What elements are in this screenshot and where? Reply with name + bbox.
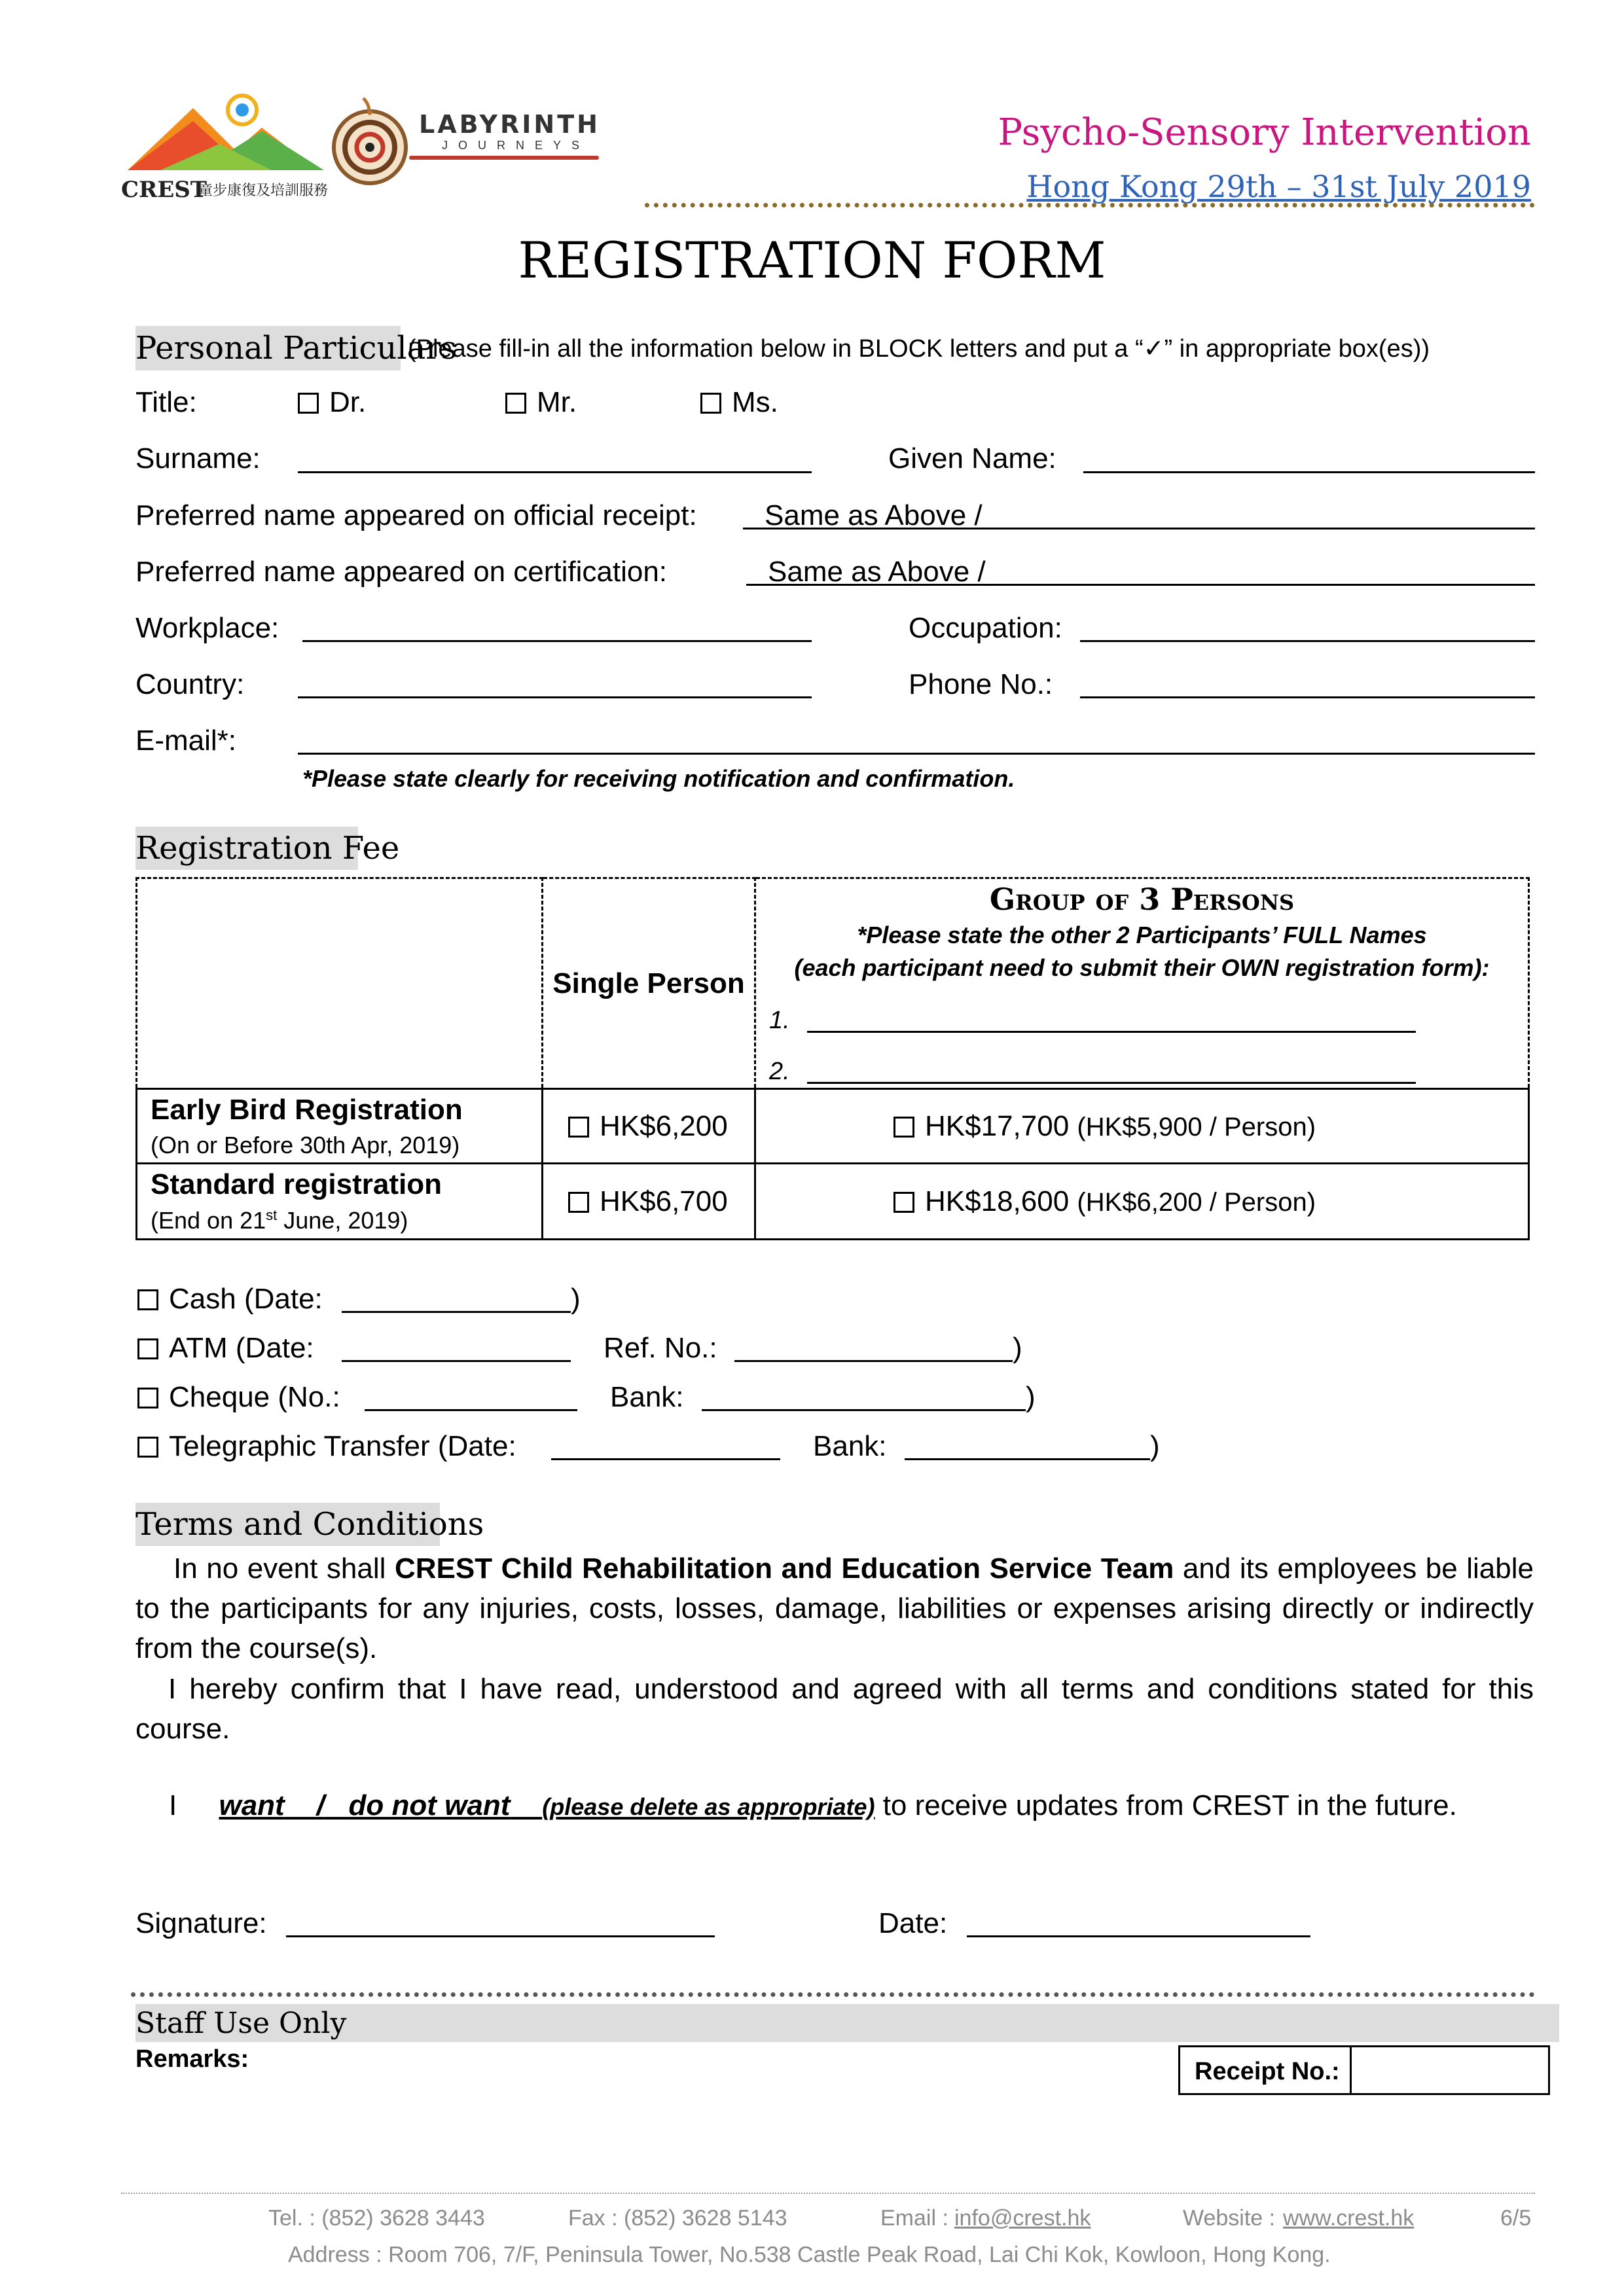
participant-1-field[interactable] [807,1031,1416,1033]
course-location-date: Hong Kong 29th – 31st July 2019 [1026,169,1531,204]
cash-label: Cash (Date: [169,1283,323,1315]
updates-i: I [169,1789,177,1821]
footer-website-label: Website : [1183,2206,1276,2231]
standard-group-cell[interactable] [755,1164,1529,1240]
standard-name: Standard registration [151,1168,442,1200]
tt-close: ) [1150,1430,1160,1462]
standard-row [137,1164,1529,1240]
receipt-name-value: Same as Above / [765,499,983,531]
atm-ref-label: Ref. No.: [604,1332,717,1364]
footer-tel: Tel. : (852) 3628 3443 [268,2206,485,2231]
participant-2-label: 2. [769,1058,790,1085]
phone-label: Phone No.: [909,668,1053,700]
standard-note: (End on 21st June, 2019) [151,1207,408,1234]
early-bird-group-note: (HK$5,900 / Person) [1077,1112,1316,1141]
cheque-label: Cheque (No.: [169,1381,340,1413]
early-bird-single-checkbox[interactable] [568,1117,589,1138]
standard-single-checkbox[interactable] [568,1192,589,1213]
payment-atm[interactable] [137,1334,314,1363]
labyrinth-logo-text: LABYRINTH [419,110,600,139]
occupation-label: Occupation: [909,612,1062,644]
standard-group-checkbox[interactable] [893,1192,914,1213]
title-dr-label: Dr. [329,386,367,418]
header-divider [645,203,1535,207]
email-field[interactable] [298,753,1535,755]
tt-checkbox[interactable] [137,1437,158,1458]
cheque-checkbox[interactable] [137,1388,158,1408]
early-bird-group-cell[interactable] [755,1089,1529,1164]
standard-group-price: HK$18,600 [925,1185,1070,1217]
dr-checkbox[interactable] [298,393,319,414]
group-note-1: *Please state the other 2 Participants’ FULL Names [857,922,1427,948]
payment-cheque[interactable] [137,1383,340,1412]
updates-preference[interactable] [169,1791,1457,1820]
labyrinth-spiral-icon [327,92,412,203]
personal-instruction: (Please fill-in all the information below in BLOCK letters and put a “✓” in appropriate box(es)) [408,335,1430,363]
receipt-name-label: Preferred name appeared on official receipt: [135,499,697,531]
ms-checkbox[interactable] [700,393,721,414]
cash-close: ) [571,1283,581,1315]
cash-checkbox[interactable] [137,1289,158,1310]
footer-website-link[interactable]: www.crest.hk [1283,2206,1415,2231]
tt-label: Telegraphic Transfer (Date: [169,1430,516,1462]
group-header-cell [755,878,1529,1089]
cert-name-value: Same as Above / [768,556,986,588]
early-bird-single-cell[interactable] [543,1089,755,1164]
labyrinth-logo [327,92,602,203]
early-bird-single-price: HK$6,200 [600,1109,728,1142]
workplace-field[interactable] [302,640,812,642]
footer-fax: Fax : (852) 3628 5143 [568,2206,787,2231]
given-name-field[interactable] [1083,471,1535,473]
country-label: Country: [135,668,245,700]
footer-email-label: Email : [880,2206,948,2231]
title-mr-label: Mr. [537,386,577,418]
footer-divider [121,2193,1535,2194]
standard-name-cell [137,1164,543,1240]
tt-date-field[interactable] [551,1458,780,1460]
early-bird-row [137,1089,1529,1164]
updates-post: to receive updates from CREST in the future. [882,1789,1457,1821]
crest-full-name: CREST Child Rehabilitation and Education Service Team [394,1552,1174,1585]
atm-checkbox[interactable] [137,1338,158,1359]
occupation-field[interactable] [1080,640,1535,642]
crest-logo-text: CREST [121,177,208,203]
single-header: Single Person [552,967,745,999]
footer-address: Address : Room 706, 7/F, Peninsula Tower, No.538 Castle Peak Road, Lai Chi Kok, Kowloon, Hong Kong. [288,2242,1331,2267]
workplace-label: Workplace: [135,612,280,644]
terms-heading: Terms and Conditions [135,1506,484,1543]
footer-page-number: 6/5 [1500,2206,1532,2231]
updates-choice[interactable]: want / do not want (please delete as appropriate) [219,1789,875,1821]
staff-divider [131,1992,1535,1997]
atm-date-field[interactable] [342,1360,571,1362]
cheque-bank-label: Bank: [610,1381,684,1413]
staff-heading: Staff Use Only [135,2007,347,2040]
cert-name-label: Preferred name appeared on certification: [135,556,668,588]
surname-field[interactable] [298,471,812,473]
early-bird-group-price: HK$17,700 [925,1109,1070,1142]
cash-date-field[interactable] [342,1311,571,1313]
fee-heading: Registration Fee [135,830,400,867]
labyrinth-snake-line [409,156,599,160]
title-ms-label: Ms. [732,386,778,418]
tt-bank-label: Bank: [813,1430,887,1462]
fee-table [135,877,1530,1240]
early-bird-name: Early Bird Registration [151,1093,463,1126]
cheque-bank-field[interactable] [702,1409,1026,1411]
cheque-no-field[interactable] [365,1409,577,1411]
labyrinth-logo-subtext: JOURNEYS [442,139,590,152]
footer-email-link[interactable]: info@crest.hk [954,2206,1091,2231]
standard-single-price: HK$6,700 [600,1185,728,1217]
group-header: Group of 3 Persons [989,882,1295,917]
staff-section-bg [135,2004,1559,2042]
standard-group-note: (HK$6,200 / Person) [1077,1187,1316,1217]
title-option-ms[interactable] [700,388,778,417]
date-field[interactable] [967,1935,1310,1937]
given-name-label: Given Name: [888,442,1056,475]
payment-tt[interactable] [137,1432,516,1461]
terms-paragraph-1: In no event shall CREST Child Rehabilitation and Education Service Team and its employees be liable to the participants for any injuries, costs, losses, damage, liabilities or expenses arising directly or indirectly from the course(s). [135,1552,1534,1664]
title-option-mr[interactable] [505,388,577,417]
participant-1-label: 1. [769,1007,790,1034]
early-bird-note: (On or Before 30th Apr, 2019) [151,1131,460,1158]
payment-cash[interactable] [137,1285,323,1314]
crest-logo [121,92,331,203]
title-label: Title: [135,386,197,418]
receipt-number-field[interactable] [1352,2047,1548,2093]
early-bird-name-cell [137,1089,543,1164]
terms-paragraph-2: I hereby confirm that I have read, understood and agreed with all terms and conditions stated for this course. [135,1673,1534,1745]
standard-single-cell[interactable] [543,1164,755,1240]
participant-2-field[interactable] [807,1082,1416,1084]
atm-label: ATM (Date: [169,1332,314,1364]
surname-label: Surname: [135,442,261,475]
signature-field[interactable] [286,1935,715,1937]
email-label: E-mail*: [135,725,237,757]
phone-field[interactable] [1080,696,1535,698]
group-note-2: (each participant need to submit their OWN registration form): [794,954,1490,981]
date-label: Date: [878,1907,948,1939]
personal-heading: Personal Particulars [135,330,457,367]
title-option-dr[interactable] [298,388,366,417]
crest-mountain-icon [121,92,331,177]
receipt-label: Receipt No.: [1195,2058,1340,2085]
fee-header-empty [137,878,543,1089]
country-field[interactable] [298,696,812,698]
cheque-close: ) [1026,1381,1036,1413]
form-title: REGISTRATION FORM [518,231,1106,289]
remarks-label: Remarks: [135,2045,249,2073]
atm-ref-field[interactable] [734,1360,1013,1362]
atm-close: ) [1013,1332,1022,1364]
crest-logo-subtext: 童步康復及培訓服務 [198,182,329,198]
mr-checkbox[interactable] [505,393,526,414]
tt-bank-field[interactable] [905,1458,1150,1460]
receipt-box [1178,2045,1550,2095]
course-title: Psycho-Sensory Intervention [998,111,1531,154]
early-bird-group-checkbox[interactable] [893,1117,914,1138]
signature-label: Signature: [135,1907,267,1939]
single-header-cell [543,878,755,1089]
email-note: *Please state clearly for receiving notification and confirmation. [302,765,1015,792]
